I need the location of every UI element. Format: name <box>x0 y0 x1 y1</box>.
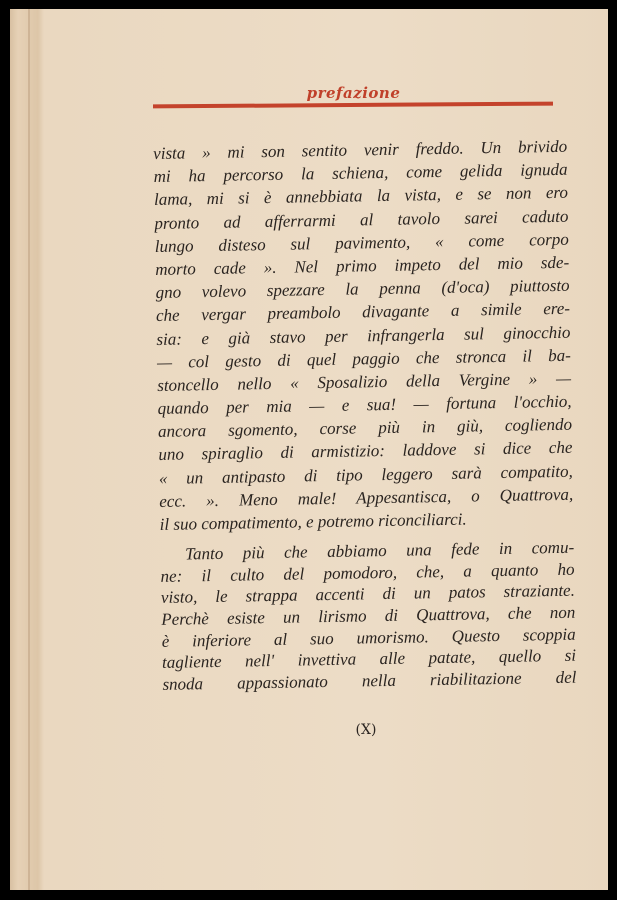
text-line: stoncello nello « Sposalizio della Vergine » — <box>157 368 572 395</box>
text-line: tagliente nell' invettiva alle patate, quello si <box>161 645 577 673</box>
running-header <box>0 84 617 103</box>
text-line: ancora sgomento, corse più in giù, cogliendo <box>157 414 573 442</box>
text-line: gno volevo spezzare la penna (d'oca) piuttosto <box>155 275 570 303</box>
text-line: Perchè esiste un lirismo di Quattrova, che non <box>161 602 576 629</box>
text-line: vista » mi son sentito venir freddo. Un brivido <box>153 136 568 163</box>
text-line: sia: e già stavo per infrangerla sul ginocchio <box>156 322 571 349</box>
text-line: morto cade ». Nel primo impeto del mio sde- <box>155 252 570 279</box>
body-text <box>153 135 577 695</box>
text-line: lungo disteso sul pavimento, « come corpo <box>154 229 569 256</box>
text-line: « un antipasto di tipo leggero sarà compatito, <box>158 461 573 488</box>
text-line: quando per mia — e sua! — fortuna l'occhio, <box>157 391 572 419</box>
page-spine-shadow <box>28 9 30 890</box>
text-line: il suo compatimento, e potremo riconciliarci. <box>159 509 467 534</box>
paragraph <box>153 135 574 536</box>
text-line: mi ha percorso la schiena, come gelida ignuda <box>153 159 568 187</box>
text-line: uno spiraglio di armistizio: laddove si dice che <box>158 438 573 465</box>
text-line: ne: il culto del pomodoro, che, a quanto ho <box>160 559 575 586</box>
text-line: snoda appassionato nella riabilitazione del <box>162 667 577 694</box>
text-line: Tanto più che abbiamo una fede in comu- <box>185 537 575 564</box>
text-line: pronto ad afferrarmi al tavolo sarei caduto <box>154 206 569 233</box>
text-line: ecc. ». Meno male! Appesantisca, o Quattrova, <box>159 484 574 511</box>
text-line: visto, le strappa accenti di un patos straziante. <box>160 581 576 608</box>
section-title: prefazione <box>306 84 401 102</box>
text-line: è inferiore al suo umorismo. Questo scoppia <box>161 624 576 651</box>
paragraph <box>160 537 577 695</box>
text-line: lama, mi si è annebbiata la vista, e se non ero <box>153 183 569 210</box>
page-number: (X) <box>355 722 377 738</box>
text-line: — col gesto di quel paggio che stronca il ba- <box>156 345 571 372</box>
text-line: che vergar preambolo divagante a simile ere- <box>155 299 571 326</box>
